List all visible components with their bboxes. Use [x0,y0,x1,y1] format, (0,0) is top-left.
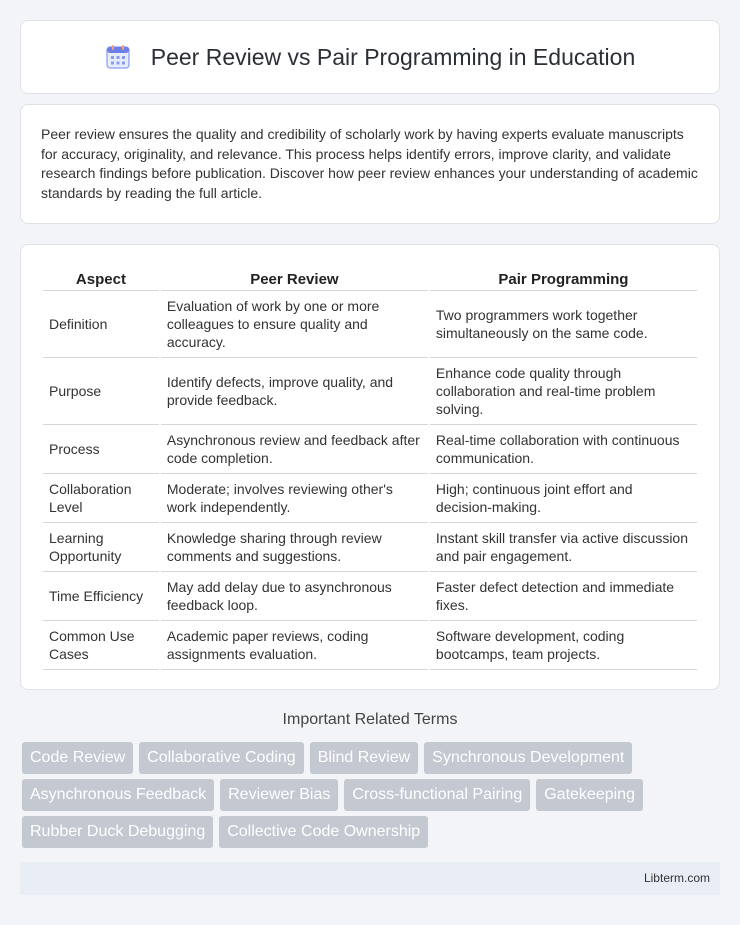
table-row [43,474,697,523]
cell-peer-review: Knowledge sharing through review comments and suggestions. [161,523,428,572]
cell-aspect: Time Efficiency [43,572,159,621]
header-card [20,20,720,94]
tag-row [22,779,722,816]
tag-cross-functional-pairing[interactable]: Cross-functional Pairing [344,779,530,811]
tag-blind-review[interactable]: Blind Review [310,742,418,774]
comparison-table-card [20,244,720,690]
cell-aspect: Common Use Cases [43,621,159,670]
tag-collective-code-ownership[interactable]: Collective Code Ownership [219,816,428,848]
table-header-row [43,265,697,291]
cell-pair-programming: High; continuous joint effort and decision-making. [430,474,697,523]
cell-peer-review: Academic paper reviews, coding assignments evaluation. [161,621,428,670]
tag-reviewer-bias[interactable]: Reviewer Bias [220,779,338,811]
comparison-table [41,265,699,670]
cell-pair-programming: Real-time collaboration with continuous communication. [430,425,697,474]
table-row [43,291,697,358]
cell-aspect: Definition [43,291,159,358]
related-terms-tags [22,742,722,853]
calendar-icon [105,44,131,70]
footer-site-link[interactable]: Libterm.com [643,871,710,885]
tag-gatekeeping[interactable]: Gatekeeping [536,779,643,811]
tag-asynchronous-feedback[interactable]: Asynchronous Feedback [22,779,214,811]
header-aspect: Aspect [43,265,159,291]
tag-rubber-duck-debugging[interactable]: Rubber Duck Debugging [22,816,213,848]
cell-pair-programming: Two programmers work together simultaneously on the same code. [430,291,697,358]
header-peer-review: Peer Review [161,265,428,291]
cell-pair-programming: Instant skill transfer via active discussion and pair engagement. [430,523,697,572]
intro-card [20,104,720,224]
cell-peer-review: Asynchronous review and feedback after code completion. [161,425,428,474]
cell-pair-programming: Software development, coding bootcamps, team projects. [430,621,697,670]
tag-row [22,742,722,779]
header-pair-programming: Pair Programming [430,265,697,291]
footer [20,862,720,895]
cell-aspect: Collaboration Level [43,474,159,523]
page-title: Peer Review vs Pair Programming in Education [150,43,636,70]
tag-synchronous-development[interactable]: Synchronous Development [424,742,632,774]
tag-code-review[interactable]: Code Review [22,742,133,774]
cell-peer-review: Identify defects, improve quality, and provide feedback. [161,358,428,425]
cell-pair-programming: Enhance code quality through collaboration and real-time problem solving. [430,358,697,425]
table-row [43,523,697,572]
related-terms-title: Important Related Terms [282,711,458,728]
tag-collaborative-coding[interactable]: Collaborative Coding [139,742,304,774]
table-row [43,358,697,425]
tag-row [22,816,722,853]
table-row [43,572,697,621]
cell-peer-review: May add delay due to asynchronous feedback loop. [161,572,428,621]
table-row [43,425,697,474]
cell-peer-review: Evaluation of work by one or more colleagues to ensure quality and accuracy. [161,291,428,358]
intro-text: Peer review ensures the quality and credibility of scholarly work by having experts evaluate manuscripts for accuracy, originality, and relevance. This process helps identify errors, improve clarity, and validate research findings before publication. Discover how peer review enhances your understanding of academic standards by reading the full article. [41,126,698,201]
cell-aspect: Process [43,425,159,474]
cell-pair-programming: Faster defect detection and immediate fixes. [430,572,697,621]
table-row [43,621,697,670]
cell-aspect: Learning Opportunity [43,523,159,572]
cell-peer-review: Moderate; involves reviewing other's work independently. [161,474,428,523]
cell-aspect: Purpose [43,358,159,425]
